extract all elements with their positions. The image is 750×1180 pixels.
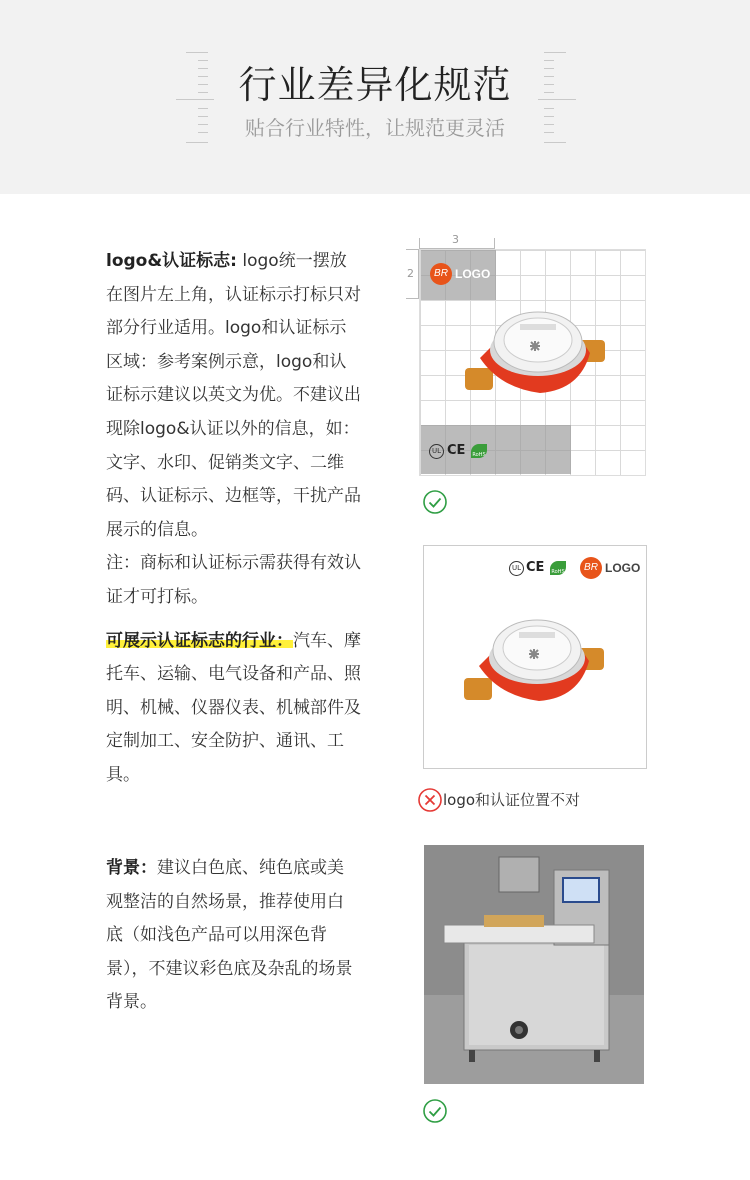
logo-text: LOGO: [605, 561, 641, 575]
rohs-cert-mark: RoHS: [550, 561, 566, 575]
br-logo-badge: BR: [430, 263, 452, 285]
wrong-placement-caption: logo和认证位置不对: [443, 791, 581, 809]
ce-cert-mark: CE: [447, 443, 466, 458]
water-meter-illustration: [460, 298, 610, 418]
background-heading: 背景：: [106, 858, 157, 878]
right-decoration: [538, 52, 576, 144]
background-body: 建议白色底、纯色底或美观整洁的自然场景，推荐使用白底（如浅色产品可以用深色背景），不建议彩色底及杂乱的场景背景。: [106, 858, 353, 1013]
trademark-note: 注：商标和认证标示需获得有效认证才可打标。: [106, 553, 361, 607]
page-title: 行业差异化规范: [238, 63, 512, 107]
cross-icon: [417, 787, 443, 813]
grid-example-image: [419, 249, 646, 476]
ul-cert-mark: UL: [429, 444, 444, 459]
logo-text: LOGO: [455, 267, 491, 281]
logo-cert-heading: logo&认证标志:: [106, 251, 237, 271]
grid-height-label: 2: [407, 267, 414, 280]
ul-cert-mark: UL: [509, 561, 524, 576]
water-meter-illustration: [459, 606, 609, 726]
ce-cert-mark: CE: [526, 560, 545, 575]
rohs-cert-mark: RoHS: [471, 444, 487, 458]
check-icon: [422, 489, 448, 515]
check-icon: [422, 1098, 448, 1124]
logo-cert-text: [106, 245, 362, 793]
header-banner: [0, 0, 750, 194]
background-text: [106, 852, 358, 1020]
industries-list: 汽车、摩托车、运输、电气设备和产品、照明、机械、仪器仪表、机械部件及定制加工、安全防护、通讯、工具。: [106, 630, 361, 785]
machine-background-photo: [424, 845, 644, 1084]
wrong-placement-image: [423, 545, 647, 769]
machine-illustration: [424, 845, 644, 1084]
page-subtitle: 贴合行业特性，让规范更灵活: [245, 116, 505, 140]
br-logo-badge: BR: [580, 557, 602, 579]
industries-heading: 可展示认证标志的行业：: [106, 630, 293, 651]
grid-width-label: 3: [452, 233, 459, 246]
logo-cert-body: logo统一摆放在图片左上角，认证标示打标只对部分行业适用。logo和认证标示区域：参考案例示意，logo和认证标示建议以英文为优。不建议出现除logo&认证以外的信息，如：文字、水印、促销类文字、二维码、认证标示、边框等，干扰产品展示的信息。: [106, 251, 361, 540]
